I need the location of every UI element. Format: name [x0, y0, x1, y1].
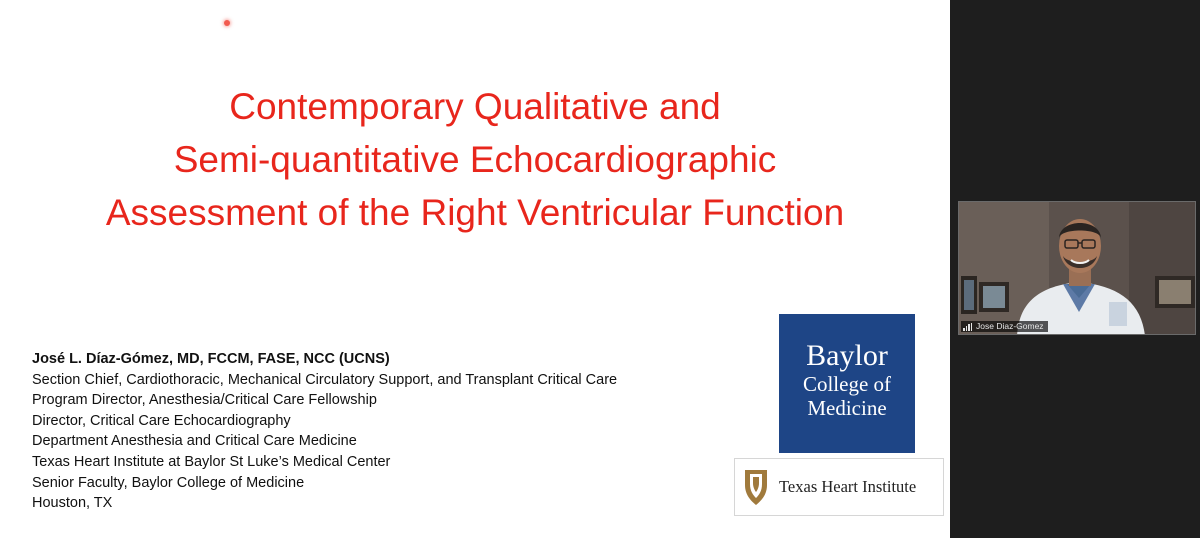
texas-heart-institute-logo: [734, 458, 944, 516]
baylor-college-of-medicine-logo: [779, 314, 915, 453]
baylor-logo-line: Baylor: [806, 339, 888, 372]
heart-shield-icon: [742, 467, 770, 507]
author-block: [32, 349, 732, 514]
participant-video-feed: [959, 202, 1196, 335]
affiliation-line: Director, Critical Care Echocardiography: [32, 412, 291, 429]
affiliation-line: Program Director, Anesthesia/Critical Care Fellowship: [32, 392, 377, 409]
slide-title-line: Semi-quantitative Echocardiographic: [173, 139, 777, 180]
affiliation-line: Texas Heart Institute at Baylor St Luke’s Medical Center: [32, 453, 391, 470]
slide-title: [0, 80, 950, 239]
participant-name-tag: [961, 321, 1048, 332]
affiliation-line: Houston, TX: [32, 495, 113, 512]
participant-name: Jose Diaz-Gomez: [976, 321, 1044, 331]
slide-title-line: Contemporary Qualitative and: [229, 86, 721, 127]
slide-title-line: Assessment of the Right Ventricular Function: [105, 192, 845, 233]
author-name: José L. Díaz-Gómez, MD, FCCM, FASE, NCC (UCNS): [32, 351, 390, 367]
participant-video-tile[interactable]: [958, 201, 1196, 335]
affiliation-line: Department Anesthesia and Critical Care Medicine: [32, 433, 357, 450]
baylor-logo-line: Medicine: [807, 396, 887, 420]
signal-strength-icon: [963, 323, 973, 331]
affiliation-line: Section Chief, Cardiothoracic, Mechanical Circulatory Support, and Transplant Critical Care: [32, 371, 618, 388]
laser-pointer-dot: [224, 20, 230, 26]
affiliation-line: Senior Faculty, Baylor College of Medicine: [32, 474, 305, 491]
thi-logo-text: Texas Heart Institute: [779, 477, 917, 496]
baylor-logo-line: College of: [802, 372, 892, 396]
